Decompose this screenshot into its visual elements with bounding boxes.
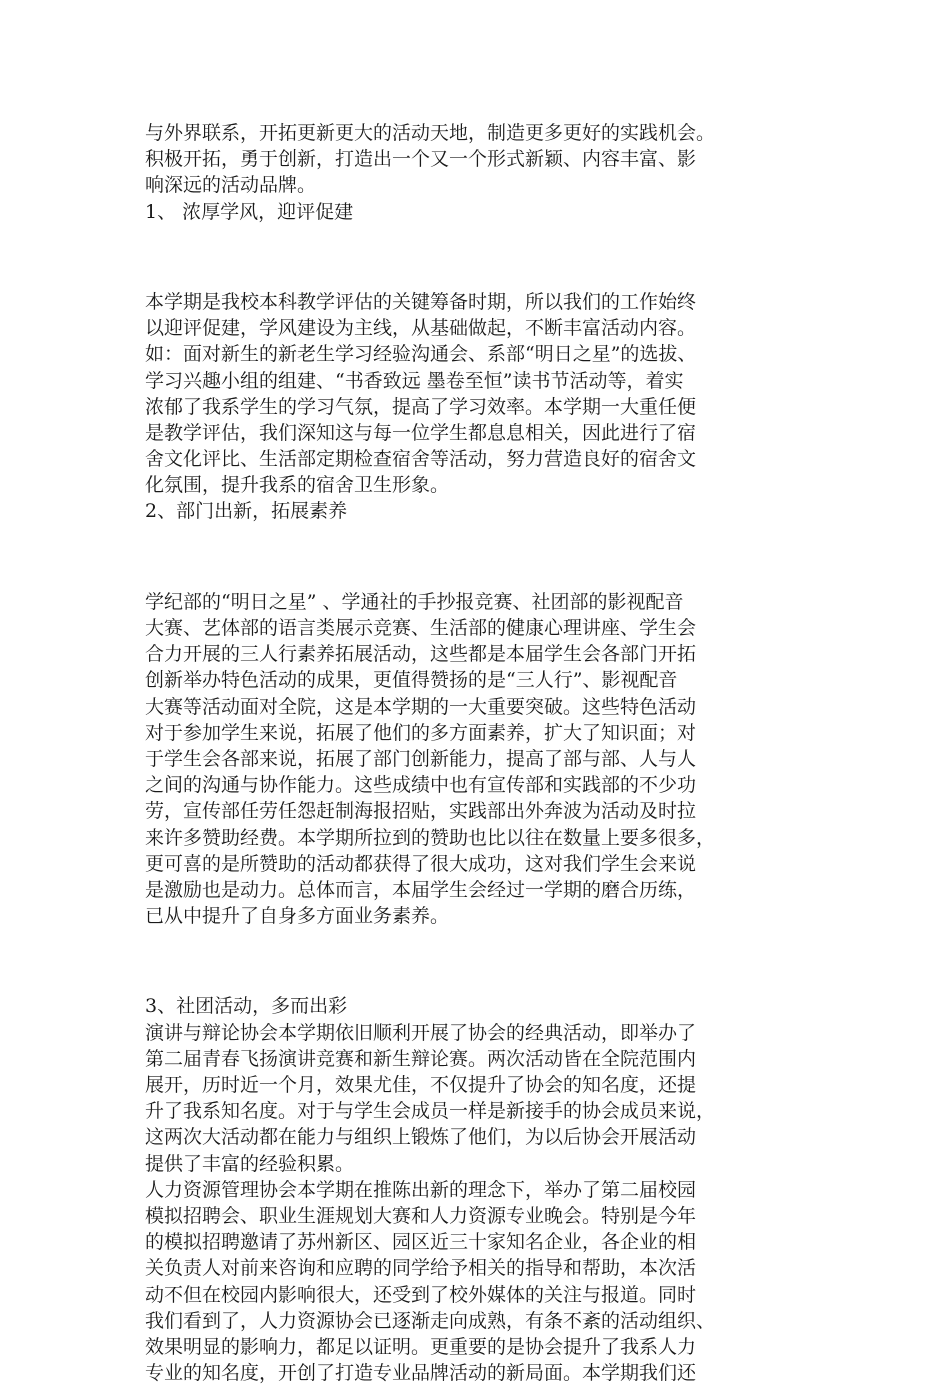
text-line: 积极开拓，勇于创新，打造出一个又一个形式新颖、内容丰富、影 (145, 148, 697, 171)
text-line: 人力资源管理协会本学期在推陈出新的理念下，举办了第二届校园 (145, 1178, 697, 1201)
text-line: 劳，宣传部任劳任怨赶制海报招贴，实践部出外奔波为活动及时拉 (145, 800, 697, 823)
blank-line (145, 244, 815, 270)
text-line: 升了我系知名度。对于与学生会成员一样是新接手的协会成员来说， (145, 1100, 716, 1123)
text-line: 动不但在校园内影响很大，还受到了校外媒体的关注与报道。同时 (145, 1283, 697, 1306)
text-line: 舍文化评比、生活部定期检查宿舍等活动，努力营造良好的宿舍文 (145, 448, 697, 471)
blank-line (145, 948, 815, 974)
text-line: 之间的沟通与协作能力。这些成绩中也有宣传部和实践部的不少功 (145, 774, 697, 797)
text-line: 学习兴趣小组的组建、“书香致远 墨卷至恒”读书节活动等，着实 (145, 369, 684, 392)
text-line: 专业的知名度，开创了打造专业品牌活动的新局面。本学期我们还 (145, 1362, 697, 1385)
text-line: 大赛、艺体部的语言类展示竞赛、生活部的健康心理讲座、学生会 (145, 617, 697, 639)
text-line: 第二届青春飞扬演讲竞赛和新生辩论赛。两次活动皆在全院范围内 (145, 1047, 697, 1070)
text-line: 提供了丰富的经验积累。 (145, 1152, 355, 1175)
blank-line (145, 544, 815, 570)
text-line: 是激励也是动力。总体而言，本届学生会经过一学期的磨合历练， (145, 878, 697, 901)
text-line: 展开，历时近一个月，效果尤佳，不仅提升了协会的知名度，还提 (145, 1074, 697, 1096)
text-line: 关负责人对前来咨询和应聘的同学给予相关的指导和帮助，本次活 (145, 1257, 697, 1280)
text-line: 1、 浓厚学风，迎评促建 (145, 200, 354, 223)
text-line: 浓郁了我系学生的学习气氛，提高了学习效率。本学期一大重任便 (145, 395, 697, 418)
text-line: 2、部门出新，拓展素养 (145, 500, 348, 523)
text-line: 是教学评估，我们深知这与每一位学生都息息相关，因此进行了宿 (145, 421, 697, 444)
text-line: 我们看到了，人力资源协会已逐渐走向成熟，有条不紊的活动组织、 (145, 1309, 716, 1332)
text-line: 响深远的活动品牌。 (145, 174, 317, 197)
text-line: 大赛等活动面对全院，这是本学期的一大重要突破。这些特色活动 (145, 695, 697, 718)
text-line: 本学期是我校本科教学评估的关键筹备时期，所以我们的工作始终 (145, 290, 697, 313)
text-line: 已从中提升了自身多方面业务素养。 (145, 905, 450, 928)
text-line: 化氛围，提升我系的宿舍卫生形象。 (145, 474, 450, 497)
text-line: 这两次大活动都在能力与组织上锻炼了他们，为以后协会开展活动 (145, 1126, 697, 1149)
document-page (145, 120, 815, 1386)
text-line: 与外界联系，开拓更新更大的活动天地，制造更多更好的实践机会。 (145, 122, 716, 144)
text-line: 于学生会各部来说，拓展了部门创新能力，提高了部与部、人与人 (145, 747, 697, 770)
text-line: 3、社团活动，多而出彩 (145, 995, 348, 1018)
text-line: 演讲与辩论协会本学期依旧顺利开展了协会的经典活动，即举办了 (145, 1021, 697, 1044)
text-line: 来许多赞助经费。本学期所拉到的赞助也比以往在数量上要多很多， (145, 826, 716, 849)
text-line: 合力开展的三人行素养拓展活动，这些都是本届学生会各部门开拓 (145, 643, 697, 666)
text-line: 以迎评促建，学风建设为主线，从基础做起，不断丰富活动内容。 (145, 317, 697, 340)
text-line: 效果明显的影响力，都足以证明。更重要的是协会提升了我系人力 (145, 1335, 697, 1358)
text-line: 的模拟招聘邀请了苏州新区、园区近三十家知名企业，各企业的相 (145, 1231, 697, 1254)
text-line: 创新举办特色活动的成果，更值得赞扬的是“三人行”、影视配音 (145, 669, 678, 692)
text-line: 如：面对新生的新老生学习经验沟通会、系部“明日之星”的选拔、 (145, 343, 697, 366)
text-line: 学纪部的“明日之星” 、学通社的手抄报竞赛、社团部的影视配音 (145, 590, 684, 613)
text-line: 对于参加学生来说，拓展了他们的多方面素养，扩大了知识面；对 (145, 721, 697, 744)
text-line: 模拟招聘会、职业生涯规划大赛和人力资源专业晚会。特别是今年 (145, 1204, 697, 1227)
text-line: 更可喜的是所赞助的活动都获得了很大成功，这对我们学生会来说 (145, 852, 697, 875)
